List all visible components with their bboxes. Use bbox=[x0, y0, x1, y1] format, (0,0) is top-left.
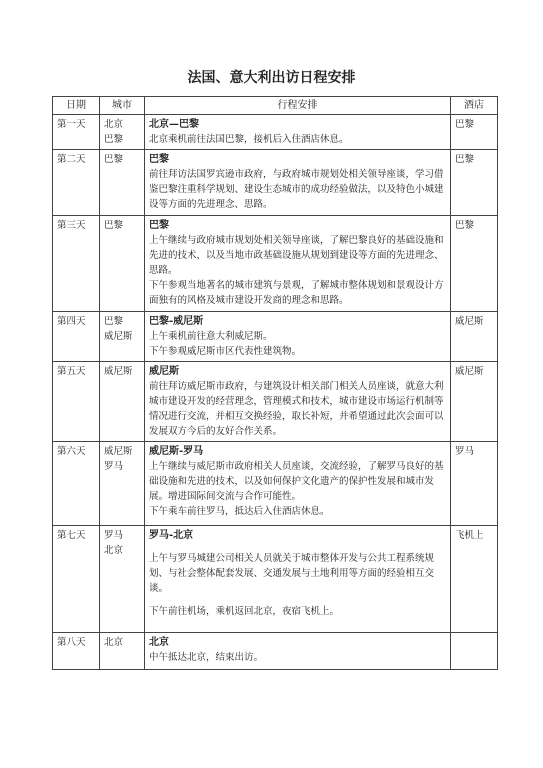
hotel-name: 巴黎 bbox=[455, 119, 475, 130]
hotel-cell bbox=[451, 115, 498, 150]
table-row bbox=[53, 442, 498, 526]
header-plan: 行程安排 bbox=[145, 97, 451, 115]
city-cell bbox=[100, 150, 145, 216]
city-cell bbox=[100, 526, 145, 633]
city-name: 威尼斯 bbox=[104, 366, 133, 377]
plan-text: 上午乘机前往意大利威尼斯。 bbox=[149, 331, 273, 342]
day-cell bbox=[53, 312, 100, 362]
city-cell bbox=[100, 362, 145, 442]
plan-heading: 威尼斯 bbox=[149, 366, 179, 377]
city-name: 巴黎 bbox=[104, 154, 124, 165]
plan-text: 上午继续与威尼斯市政府相关人员座谈，交流经验，了解罗马良好的基础设施和先进的技术，以及如何保护文化遗产的保护性发展和城市发展。增进国际间交流与合作可能性。 bbox=[149, 461, 444, 502]
table-row bbox=[53, 633, 498, 670]
day-cell bbox=[53, 150, 100, 216]
hotel-name: 飞机上 bbox=[455, 530, 484, 541]
hotel-cell bbox=[451, 216, 498, 312]
itinerary-table bbox=[52, 96, 498, 670]
page-title: 法国、意大利出访日程安排 bbox=[187, 70, 356, 86]
day-label: 第七天 bbox=[57, 530, 86, 541]
day-cell bbox=[53, 526, 100, 633]
day-label: 第二天 bbox=[57, 154, 86, 165]
day-label: 第五天 bbox=[57, 366, 86, 377]
plan-heading: 北京 bbox=[149, 637, 169, 648]
plan-heading: 罗马-北京 bbox=[149, 530, 194, 541]
day-label: 第四天 bbox=[57, 316, 86, 327]
plan-heading: 巴黎-威尼斯 bbox=[149, 316, 204, 327]
hotel-name: 巴黎 bbox=[455, 154, 475, 165]
day-label: 第一天 bbox=[57, 119, 86, 130]
plan-text: 前往拜访威尼斯市政府，与建筑设计相关部门相关人员座谈，就意大利城市建设开发的经营理念，管理模式和技术，城市建设市场运行机制等情况进行交流，并相互交换经验，取长补短，并希望通过此次会面可以发展双方今后的友好合作关系。 bbox=[149, 381, 444, 437]
plan-cell bbox=[145, 150, 451, 216]
plan-heading: 威尼斯-罗马 bbox=[149, 446, 204, 457]
table-row bbox=[53, 150, 498, 216]
table-row bbox=[53, 216, 498, 312]
plan-text: 下午参观威尼斯市区代表性建筑物。 bbox=[149, 346, 302, 357]
plan-cell bbox=[145, 216, 451, 312]
table-row bbox=[53, 526, 498, 633]
day-label: 第三天 bbox=[57, 220, 86, 231]
city-name: 北京 bbox=[104, 545, 124, 556]
plan-cell bbox=[145, 633, 451, 670]
city-cell bbox=[100, 312, 145, 362]
hotel-cell bbox=[451, 442, 498, 526]
day-label: 第八天 bbox=[57, 637, 86, 648]
city-cell bbox=[100, 115, 145, 150]
city-name: 威尼斯 bbox=[104, 331, 133, 342]
hotel-name: 威尼斯 bbox=[455, 366, 484, 377]
city-cell bbox=[100, 633, 145, 670]
day-cell bbox=[53, 362, 100, 442]
city-name: 罗马 bbox=[104, 530, 124, 541]
hotel-cell bbox=[451, 633, 498, 670]
day-cell bbox=[53, 216, 100, 312]
city-cell bbox=[100, 216, 145, 312]
hotel-name: 威尼斯 bbox=[455, 316, 484, 327]
city-cell bbox=[100, 442, 145, 526]
header-hotel: 酒店 bbox=[451, 97, 498, 115]
plan-cell bbox=[145, 312, 451, 362]
plan-heading: 北京—巴黎 bbox=[149, 119, 199, 130]
plan-cell bbox=[145, 526, 451, 633]
day-cell bbox=[53, 633, 100, 670]
plan-heading: 巴黎 bbox=[149, 154, 169, 165]
plan-cell bbox=[145, 442, 451, 526]
hotel-name: 罗马 bbox=[455, 446, 475, 457]
plan-text: 中午抵达北京，结束出访。 bbox=[149, 652, 264, 663]
plan-cell bbox=[145, 115, 451, 150]
plan-text: 前往拜访法国罗宾逊市政府，与政府城市规划处相关领导座谈，学习借鉴巴黎注重科学规划、建设生态城市的成功经验做法，以及特色小城建设等方面的先进理念、思路。 bbox=[149, 169, 444, 210]
plan-text: 下午前往机场，乘机返回北京，夜宿飞机上。 bbox=[149, 606, 340, 617]
table-row bbox=[53, 312, 498, 362]
plan-text: 下午参观当地著名的城市建筑与景观，了解城市整体规划和景观设计方面独有的风格及城市建设开发商的理念和思路。 bbox=[149, 280, 444, 306]
table-header-row bbox=[53, 97, 498, 115]
header-city: 城市 bbox=[100, 97, 145, 115]
day-cell bbox=[53, 115, 100, 150]
plan-text: 北京乘机前往法国巴黎，接机后入住酒店休息。 bbox=[149, 134, 349, 145]
city-name: 北京 bbox=[104, 119, 124, 130]
day-cell bbox=[53, 442, 100, 526]
table-row bbox=[53, 115, 498, 150]
city-name: 巴黎 bbox=[104, 134, 124, 145]
plan-heading: 巴黎 bbox=[149, 220, 169, 231]
day-label: 第六天 bbox=[57, 446, 86, 457]
plan-cell bbox=[145, 362, 451, 442]
hotel-name: 巴黎 bbox=[455, 220, 475, 231]
header-date: 日期 bbox=[53, 97, 100, 115]
city-name: 威尼斯 bbox=[104, 446, 133, 457]
city-name: 巴黎 bbox=[104, 220, 124, 231]
hotel-cell bbox=[451, 150, 498, 216]
hotel-cell bbox=[451, 312, 498, 362]
city-name: 罗马 bbox=[104, 461, 124, 472]
hotel-cell bbox=[451, 526, 498, 633]
plan-text: 上午与罗马城建公司相关人员就关于城市整体开发与公共工程系统规划、与社会整体配套发展、交通发展与土地利用等方面的经验相互交谈。 bbox=[149, 553, 435, 594]
city-name: 巴黎 bbox=[104, 316, 124, 327]
table-row bbox=[53, 362, 498, 442]
plan-text: 上午继续与政府城市规划处相关领导座谈，了解巴黎良好的基础设施和先进的技术，以及当地市政基础设施从规划到建设等方面的先进理念、思路。 bbox=[149, 235, 444, 276]
plan-text: 下午乘车前往罗马，抵达后入住酒店休息。 bbox=[149, 506, 330, 517]
city-name: 北京 bbox=[104, 637, 124, 648]
hotel-cell bbox=[451, 362, 498, 442]
